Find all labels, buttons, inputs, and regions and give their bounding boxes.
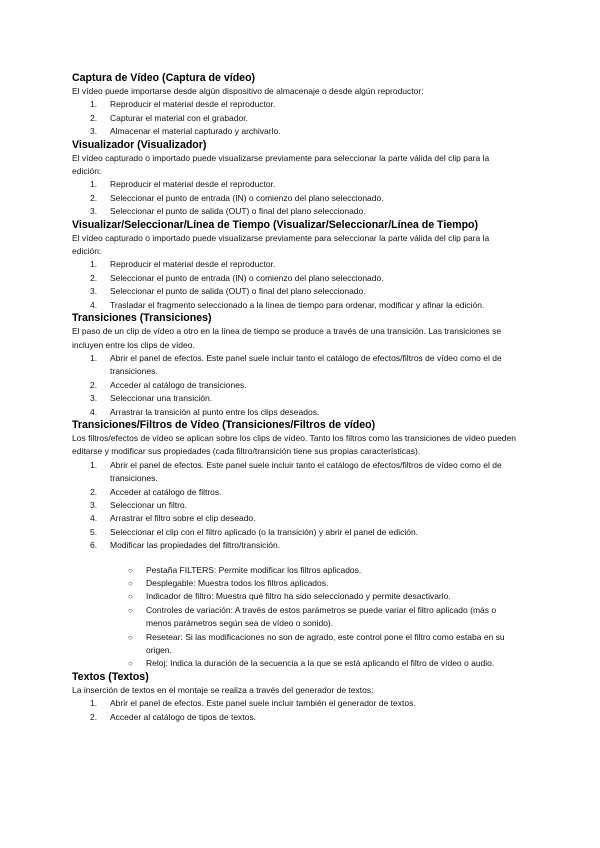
list-item [72, 98, 520, 111]
list-item [72, 258, 520, 271]
section-paragraph: El vídeo capturado o importado puede visualizarse previamente para seleccionar la parte válida del clip para la edición: [72, 232, 490, 257]
list-item [72, 192, 520, 205]
bullet-text: Controles de variación: A través de estos parámetros se puede variar el filtro aplicado (más o menos parámetros según sea de vídeo o sonido). [146, 604, 497, 629]
list-item [72, 379, 520, 392]
list-item [72, 285, 520, 298]
section-paragraph: Los filtros/efectos de vídeo se aplican sobre los clips de vídeo. Tanto los filtros como las transiciones de vídeo pueden editarse y modificar sus propiedades (cada filtro/transición tiene sus propias características). [72, 432, 516, 457]
step-number: 3. [90, 393, 98, 404]
step-number: 1. [90, 99, 98, 110]
step-number: 2. [90, 379, 98, 390]
steps-list [72, 178, 520, 218]
list-item [72, 564, 520, 577]
list-item [72, 272, 520, 285]
step-number: 2. [90, 486, 98, 497]
section-paragraph: El paso de un clip de vídeo a otro en la línea de tiempo se produce a través de una transición. Las transiciones se incluyen entre los clips de vídeo. [72, 326, 502, 350]
steps-list [72, 258, 520, 312]
list-item [72, 604, 520, 631]
step-number: 1. [90, 352, 98, 363]
bullet-text: Pestaña FILTERS: Permite modificar los filtros aplicados. [146, 564, 362, 575]
list-item [72, 539, 520, 552]
list-item [72, 590, 520, 603]
list-item [72, 392, 520, 405]
list-item [72, 526, 520, 539]
list-item [72, 711, 520, 724]
step-text: Seleccionar un filtro. [110, 499, 188, 510]
bullet-text: Reloj: Indica la duración de la secuencia a la que se está aplicando el filtro de vídeo o audio. [146, 658, 495, 669]
step-text: Seleccionar una transición. [110, 393, 213, 404]
list-item [72, 299, 520, 312]
step-text: Reproducir el material desde el reproductor. [110, 259, 276, 270]
step-text: Acceder al catálogo de transiciones. [110, 379, 247, 390]
hollow-circle-bullet-icon: ○ [128, 579, 133, 588]
list-item [72, 577, 520, 590]
step-text: Reproducir el material desde el reproductor. [110, 179, 276, 190]
step-number: 5. [90, 526, 98, 537]
step-number: 2. [90, 272, 98, 283]
list-item [72, 657, 520, 670]
step-number: 3. [90, 206, 98, 217]
list-item [72, 125, 520, 138]
step-text: Abrir el panel de efectos. Este panel suele incluir también el generador de textos. [110, 698, 416, 709]
step-number: 1. [90, 459, 98, 470]
section-filtros [72, 419, 520, 671]
step-text: Acceder al catálogo de filtros. [110, 486, 222, 497]
section-captura [72, 72, 520, 139]
bullet-text: Desplegable: Muestra todos los filtros aplicados. [146, 578, 329, 588]
hollow-circle-bullet-icon: ○ [128, 592, 133, 602]
step-number: 3. [90, 286, 98, 297]
list-item [72, 459, 520, 486]
list-item [72, 352, 520, 379]
sub-bullet-list [72, 564, 520, 671]
section-visualizador [72, 139, 520, 219]
section-heading: Transiciones/Filtros de Vídeo (Transiciones/Filtros de vídeo) [72, 418, 376, 431]
step-text: Arrastrar el filtro sobre el clip deseado. [110, 513, 256, 524]
step-number: 2. [90, 711, 98, 722]
step-number: 4. [90, 513, 98, 524]
step-text: Modificar las propiedades del filtro/transición. [110, 540, 281, 551]
step-text: Arrastrar la transición al punto entre los clips deseados. [110, 406, 320, 417]
steps-list [72, 352, 520, 419]
document-content [72, 72, 520, 724]
step-number: 2. [90, 112, 98, 123]
hollow-circle-bullet-icon: ○ [128, 565, 133, 575]
step-number: 2. [90, 192, 98, 203]
section-textos [72, 671, 520, 724]
step-number: 3. [90, 499, 98, 510]
step-number: 4. [90, 406, 98, 417]
step-text: Acceder al catálogo de tipos de textos. [110, 711, 257, 722]
hollow-circle-bullet-icon: ○ [128, 659, 133, 669]
step-number: 6. [90, 540, 98, 551]
step-text: Trasladar el fragmento seleccionado a la línea de tiempo para ordenar, modificar y afinar la edición. [110, 299, 485, 310]
step-text: Seleccionar el punto de entrada (IN) o comienzo del plano seleccionado. [110, 272, 384, 283]
section-heading: Visualizador (Visualizador) [72, 138, 207, 151]
step-text: Seleccionar el clip con el filtro aplicado (o la transición) y abrir el panel de edición. [110, 526, 419, 537]
list-item [72, 205, 520, 218]
step-text: Capturar el material con el grabador. [110, 112, 248, 123]
section-heading: Visualizar/Seleccionar/Línea de Tiempo (Visualizar/Seleccionar/Línea de Tiempo) [72, 218, 479, 231]
steps-list [72, 459, 520, 553]
list-item [72, 631, 520, 658]
steps-list [72, 98, 520, 138]
list-item [72, 112, 520, 125]
list-item [72, 178, 520, 191]
step-text: Seleccionar el punto de salida (OUT) o final del plano seleccionado. [110, 206, 366, 217]
step-text: Seleccionar el punto de salida (OUT) o final del plano seleccionado. [110, 286, 366, 297]
section-paragraph: El vídeo puede importarse desde algún dispositivo de almacenaje o desde algún reproductor: [72, 86, 424, 96]
step-number: 4. [90, 299, 98, 310]
step-text: Abrir el panel de efectos. Este panel suele incluir tanto el catálogo de efectos/filtros de vídeo como el de transiciones. [110, 352, 502, 377]
list-item [72, 697, 520, 710]
step-number: 3. [90, 126, 98, 137]
list-item [72, 406, 520, 419]
list-item [72, 499, 520, 512]
step-number: 1. [90, 259, 98, 270]
list-item [72, 486, 520, 499]
bullet-text: Indicador de filtro: Muestra qué filtro ha sido seleccionado y permite desactivarlo. [146, 591, 451, 602]
section-heading: Transiciones (Transiciones) [72, 312, 212, 325]
step-text: Abrir el panel de efectos. Este panel suele incluir tanto el catálogo de efectos/filtros de vídeo como el de transiciones. [110, 459, 502, 484]
bullet-text: Resetear: Si las modificaciones no son de agrado, este control pone el filtro como estaba en su origen. [146, 631, 505, 656]
section-paragraph: La inserción de textos en el montaje se realiza a través del generador de textos: [72, 684, 374, 695]
section-heading: Captura de Vídeo (Captura de vídeo) [72, 72, 256, 84]
list-item [72, 512, 520, 525]
step-text: Almacenar el material capturado y archivarlo. [110, 126, 281, 137]
step-text: Reproducir el material desde el reproductor. [110, 99, 276, 110]
steps-list [72, 697, 520, 724]
step-text: Seleccionar el punto de entrada (IN) o comienzo del plano seleccionado. [110, 192, 384, 203]
section-linea-de-tiempo [72, 219, 520, 312]
step-number: 1. [90, 698, 98, 709]
section-transiciones [72, 312, 520, 419]
hollow-circle-bullet-icon: ○ [128, 632, 133, 642]
step-number: 1. [90, 179, 98, 190]
hollow-circle-bullet-icon: ○ [128, 605, 133, 615]
section-paragraph: El vídeo capturado o importado puede visualizarse previamente para seleccionar la parte válida del clip para la edición: [72, 152, 490, 177]
section-heading: Textos (Textos) [72, 670, 149, 683]
